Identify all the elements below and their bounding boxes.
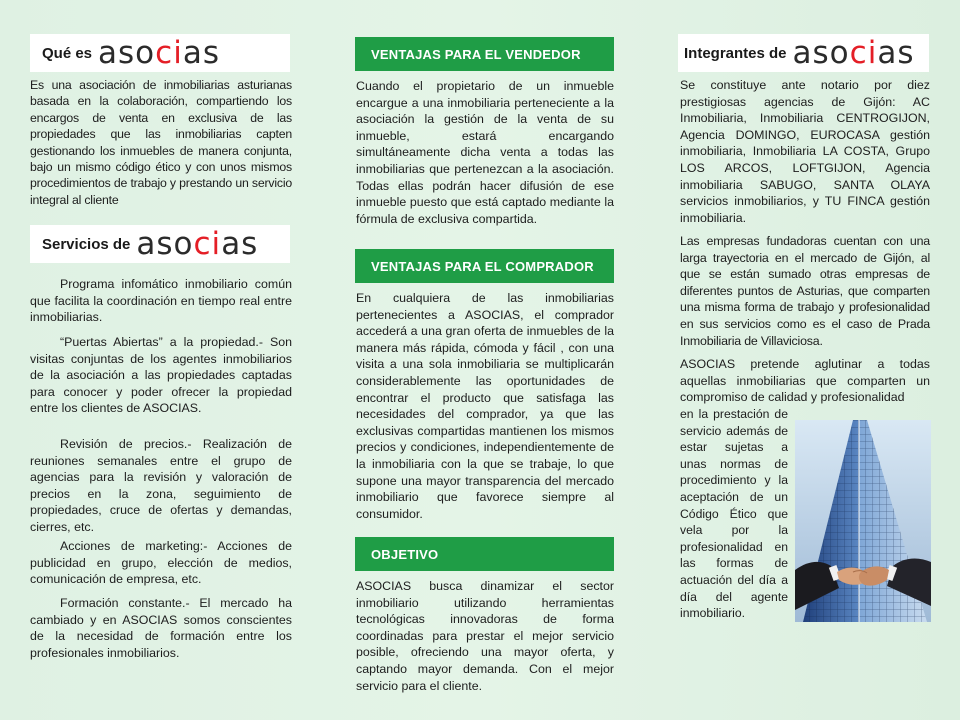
ventajas-comprador-text: En cualquiera de las inmobiliarias pertenecientes a ASOCIAS, el comprador accederá a una gran oferta de inmuebles de la manera más rápida, cómoda y fácil , con una visita a una sola inmobiliaria se multiplicarán considerablemente las oportunidades de encontrar el producto que satisfaga las necesidades del comprador, ya que las exclusivas compartidas mantienen los mismos precios y condiciones, independientemente de la inmobiliaria con la que se trabaje, lo que supone una mayor transparencia del mercado inmobiliario que favorece siempre al consumidor. [356,291,614,521]
aglutinar-text: ASOCIAS pretende aglutinar a todas aquellas inmobiliarias que comparten un compromiso de calidad y profesionalidad [680,357,930,405]
ventajas-comprador-heading: VENTAJAS PARA EL COMPRADOR [355,249,614,283]
servicios-label: Servicios de [42,235,131,253]
aglutinar-side-text: en la prestación de servicio además de estar sujetas a unas normas de procedimiento y la aceptación de un Código Ético que vela por la profesionalidad en las formas de actuación del día a día del agente inmobiliario. [680,407,788,621]
asocias-logo: asocias [98,35,220,71]
servicios-paragraph-2: “Puertas Abiertas” a la propiedad.- Son visitas conjuntas de los agentes inmobiliarios de la asociación a las propiedades captadas para conocer y poder ofrecer la propiedad entre los clientes de ASOCIAS. [30,335,292,416]
ventajas-vendedor-heading: VENTAJAS PARA EL VENDEDOR [355,37,614,71]
handshake-skyscraper-photo [795,420,931,622]
servicios-paragraph-1: Programa infomático inmobiliario común que facilita la coordinación en tiempo real entre inmobiliarias. [30,277,292,325]
servicios-asocias-heading [30,225,290,263]
fundadoras-text: Las empresas fundadoras cuentan con una larga trayectoria en el mercado de Gijón, al que se están sumado otras empresas de diferentes puntos de Asturias, que comparten una misma forma de trabajo y profesionalidad en sus servicios como es el caso de Prada Inmobiliaria de Villaviciosa. [680,234,930,348]
servicios-paragraph-5: Formación constante.- El mercado ha cambiado y en ASOCIAS somos conscientes de la necesidad de formación entre los profesionales inmobiliarios. [30,596,292,660]
asocias-logo: asocias [792,35,915,71]
que-es-asocias-heading [30,34,290,72]
servicios-paragraph-3: Revisión de precios.- Realización de reuniones semanales entre el grupo de agencias para la revisión y valoración de precios en la zona, seguimiento de propiedades, cruce de ofertas y demandas, cierres, etc. [30,437,292,534]
servicios-paragraph-4: Acciones de marketing:- Acciones de publicidad en grupo, elección de medios, comunicación de empresa, etc. [30,539,292,587]
que-es-text: Es una asociación de inmobiliarias asturianas basada en la colaboración, compartiendo los encargos de venta en exclusiva de las propiedades que las inmobiliarias capten gestionando los inmuebles de manera conjunta, bajo un mismo código ético y con unos mismos procedimientos de trabajo y prestando un servicio integral al cliente [30,78,292,207]
objetivo-text: ASOCIAS busca dinamizar el sector inmobiliario utilizando herramientas tecnológicas innovadoras de forma coordinadas para prestar el mejor servicio posible, ofreciendo una mayor oferta, y captando mayor demanda. Con el mejor servicio para el cliente. [356,579,614,693]
que-es-label: Qué es [42,44,93,62]
objetivo-heading: OBJETIVO [355,537,614,571]
integrantes-text: Se constituye ante notario por diez prestigiosas agencias de Gijón: AC Inmobiliaria, Inmobiliaria CENTROGIJON, Agencia DOMINGO, EUROCASA gestión inmobiliaria, Inmobiliaria LA COSTA, Grupo LOS ARCOS, LOFTGIJON, Agencia inmobiliaria SABUGO, SANTA OLAYA servicios inmobiliarios, y TU FINCA gestión inmobiliaria. [680,78,930,225]
integrantes-label: Integrantes de [684,44,787,62]
ventajas-vendedor-text: Cuando el propietario de un inmueble encargue a una inmobiliaria perteneciente a la asociación la gestión de la venta de su inmueble, estará encargando simultáneamente dicha venta a todas las inmobiliarias que pertenezcan a la asociación. Todas ellas podrán hacer difusión de ese inmueble puesto que está captado mediante la fórmula de exclusiva compartida. [356,79,614,226]
integrantes-asocias-heading [678,34,929,72]
asocias-logo: asocias [136,226,259,262]
